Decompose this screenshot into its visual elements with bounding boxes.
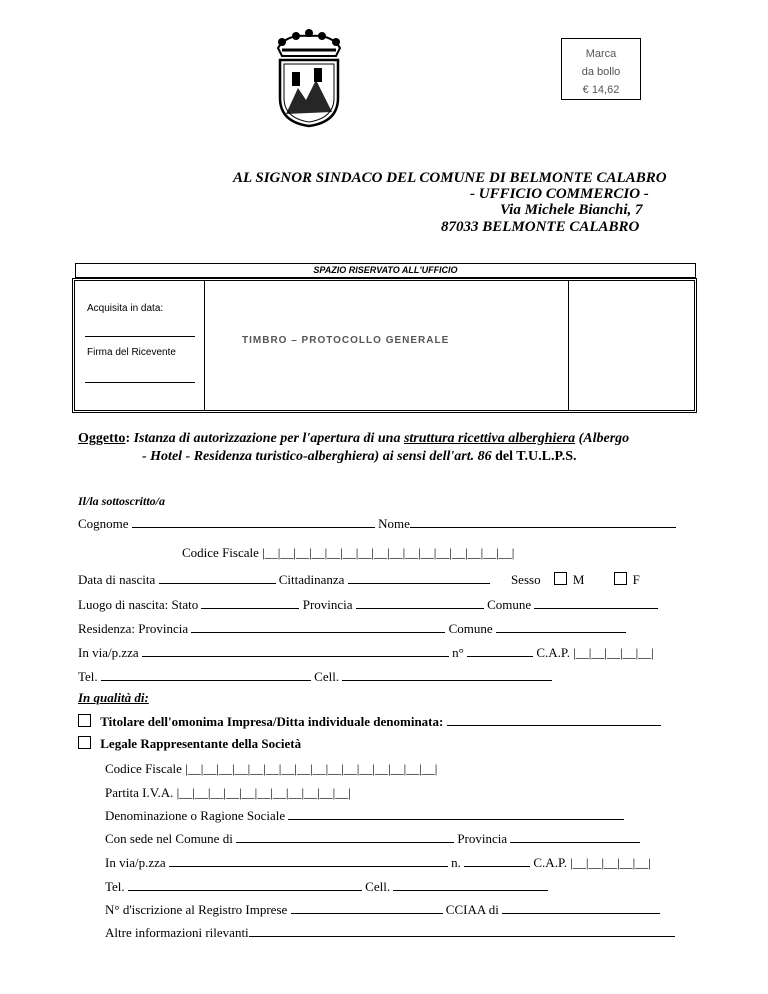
soc-codice-fiscale-label: Codice Fiscale — [105, 761, 182, 776]
timbro-label: TIMBRO – PROTOCOLLO GENERALE — [242, 335, 450, 346]
altre-field[interactable] — [249, 925, 675, 937]
via-field[interactable] — [142, 645, 449, 657]
sede-n-field[interactable] — [464, 855, 530, 867]
cittadinanza-label: Cittadinanza — [278, 572, 345, 587]
stamp-line2: da bollo — [581, 66, 621, 78]
crest-logo — [268, 28, 350, 128]
row-titolare — [78, 714, 661, 730]
tel-label: Tel. — [78, 669, 98, 684]
header-line3: Via Michele Bianchi, 7 — [500, 202, 643, 218]
sottoscritto-label: Il/la sottoscritto/a — [78, 494, 166, 508]
subject-line2 — [142, 449, 577, 465]
stamp-box — [561, 38, 641, 100]
comune-label: Comune — [487, 597, 532, 612]
row-nascita — [78, 572, 640, 588]
denominazione-label: Denominazione o Ragione Sociale — [105, 808, 286, 823]
header-line1: AL SIGNOR SINDACO DEL COMUNE DI BELMONTE CALABRO — [233, 170, 667, 186]
sede-field[interactable] — [236, 831, 454, 843]
numero-field[interactable] — [467, 645, 533, 657]
cell-label: Cell. — [314, 669, 340, 684]
acquisita-label: Acquisita in data: — [87, 303, 164, 314]
firma-line — [85, 382, 195, 383]
subject-text1: Istanza di autorizzazione per l'apertura di una — [133, 431, 404, 446]
legale-checkbox[interactable] — [78, 736, 91, 749]
nome-field[interactable] — [410, 516, 676, 528]
row-cognome — [78, 516, 676, 532]
cell-field[interactable] — [342, 669, 552, 681]
row-residenza — [78, 621, 626, 637]
row-altre — [105, 925, 675, 941]
sede-cell-label: Cell. — [365, 879, 391, 894]
firma-label: Firma del Ricevente — [87, 347, 176, 358]
residenza-comune-label: Comune — [448, 621, 493, 636]
row-luogo — [78, 597, 658, 613]
stamp-line1: Marca — [585, 48, 617, 60]
iscrizione-field[interactable] — [291, 902, 443, 914]
sede-cell-field[interactable] — [393, 879, 548, 891]
subject-text4: del T.U.L.P.S. — [491, 449, 577, 464]
cittadinanza-field[interactable] — [348, 572, 490, 584]
sesso-label: Sesso — [510, 572, 541, 587]
row-codice-fiscale — [182, 545, 514, 561]
row-partita-iva — [105, 785, 351, 801]
subject-line1: Oggetto: Istanza di autorizzazione per l'apertura di una struttura ricettiva alberghiera (Albergo — [78, 431, 630, 446]
office-reserved-frame — [72, 278, 697, 413]
acquisita-line — [85, 336, 195, 337]
provincia-nascita-field[interactable] — [356, 597, 484, 609]
provincia-label: Provincia — [302, 597, 353, 612]
residenza-label: Residenza: Provincia — [78, 621, 189, 636]
iscrizione-label: N° d'iscrizione al Registro Imprese — [105, 902, 288, 917]
row-tel — [78, 669, 552, 685]
sede-cap-field[interactable]: |__|__|__|__|__| — [570, 855, 651, 870]
subject-underlined: struttura ricettiva alberghiera — [403, 431, 576, 446]
cciaa-label: CCIAA di — [445, 902, 499, 917]
stato-field[interactable] — [201, 597, 299, 609]
titolare-checkbox[interactable] — [78, 714, 91, 727]
cciaa-field[interactable] — [502, 902, 660, 914]
cap-label: C.A.P. — [536, 645, 570, 660]
partita-iva-field[interactable]: |__|__|__|__|__|__|__|__|__|__|__| — [176, 785, 351, 800]
row-via — [78, 645, 654, 661]
header-line2: - UFFICIO COMMERCIO - — [470, 186, 649, 202]
sede-provincia-label: Provincia — [457, 831, 508, 846]
cognome-label: Cognome — [78, 516, 129, 531]
data-nascita-field[interactable] — [159, 572, 276, 584]
qualita-label: In qualità di: — [78, 690, 149, 705]
sesso-f-label: F — [632, 572, 640, 587]
data-nascita-label: Data di nascita — [78, 572, 156, 587]
stamp-line3: € 14,62 — [582, 84, 620, 96]
row-sede — [105, 831, 640, 847]
sesso-m-label: M — [572, 572, 585, 587]
partita-iva-label: Partita I.V.A. — [105, 785, 174, 800]
sesso-f-checkbox[interactable] — [614, 572, 627, 585]
row-iscrizione — [105, 902, 660, 918]
comune-nascita-field[interactable] — [534, 597, 658, 609]
sede-cap-label: C.A.P. — [533, 855, 567, 870]
header-line4: 87033 BELMONTE CALABRO — [441, 219, 640, 235]
row-legale — [78, 736, 301, 752]
sesso-m-checkbox[interactable] — [554, 572, 567, 585]
residenza-provincia-field[interactable] — [191, 621, 445, 633]
sede-n-label: n. — [451, 855, 461, 870]
nome-label: Nome — [378, 516, 410, 531]
codice-fiscale-field[interactable]: |__|__|__|__|__|__|__|__|__|__|__|__|__|__|__|__| — [262, 545, 515, 560]
legale-label: Legale Rappresentante della Società — [100, 736, 302, 751]
subject-label: Oggetto — [78, 431, 126, 446]
subject-text2: (Albergo — [575, 431, 630, 446]
titolare-field[interactable] — [447, 714, 661, 726]
sede-provincia-field[interactable] — [510, 831, 640, 843]
tel-field[interactable] — [101, 669, 311, 681]
cap-field[interactable]: |__|__|__|__|__| — [573, 645, 654, 660]
row-soc-codice-fiscale — [105, 761, 437, 777]
sede-via-label: In via/p.zza — [105, 855, 166, 870]
row-sede-tel — [105, 879, 548, 895]
row-sede-via — [105, 855, 651, 871]
residenza-comune-field[interactable] — [496, 621, 626, 633]
numero-label: n° — [452, 645, 464, 660]
titolare-label: Titolare dell'omonima Impresa/Ditta individuale denominata: — [100, 714, 444, 729]
sede-tel-label: Tel. — [105, 879, 125, 894]
sede-via-field[interactable] — [169, 855, 448, 867]
cognome-field[interactable] — [132, 516, 375, 528]
via-label: In via/p.zza — [78, 645, 139, 660]
altre-label: Altre informazioni rilevanti — [105, 925, 249, 940]
row-denominazione — [105, 808, 624, 824]
luogo-nascita-label: Luogo di nascita: Stato — [78, 597, 199, 612]
office-title: SPAZIO RISERVATO ALL'UFFICIO — [75, 263, 696, 278]
codice-fiscale-label: Codice Fiscale — [182, 545, 259, 560]
subject-text3: - Hotel - Residenza turistico-alberghiera) ai sensi dell'art. 86 — [142, 449, 492, 464]
denominazione-field[interactable] — [288, 808, 624, 820]
soc-codice-fiscale-field[interactable]: |__|__|__|__|__|__|__|__|__|__|__|__|__|__|__|__| — [185, 761, 438, 776]
sede-tel-field[interactable] — [128, 879, 362, 891]
sede-label: Con sede nel Comune di — [105, 831, 233, 846]
